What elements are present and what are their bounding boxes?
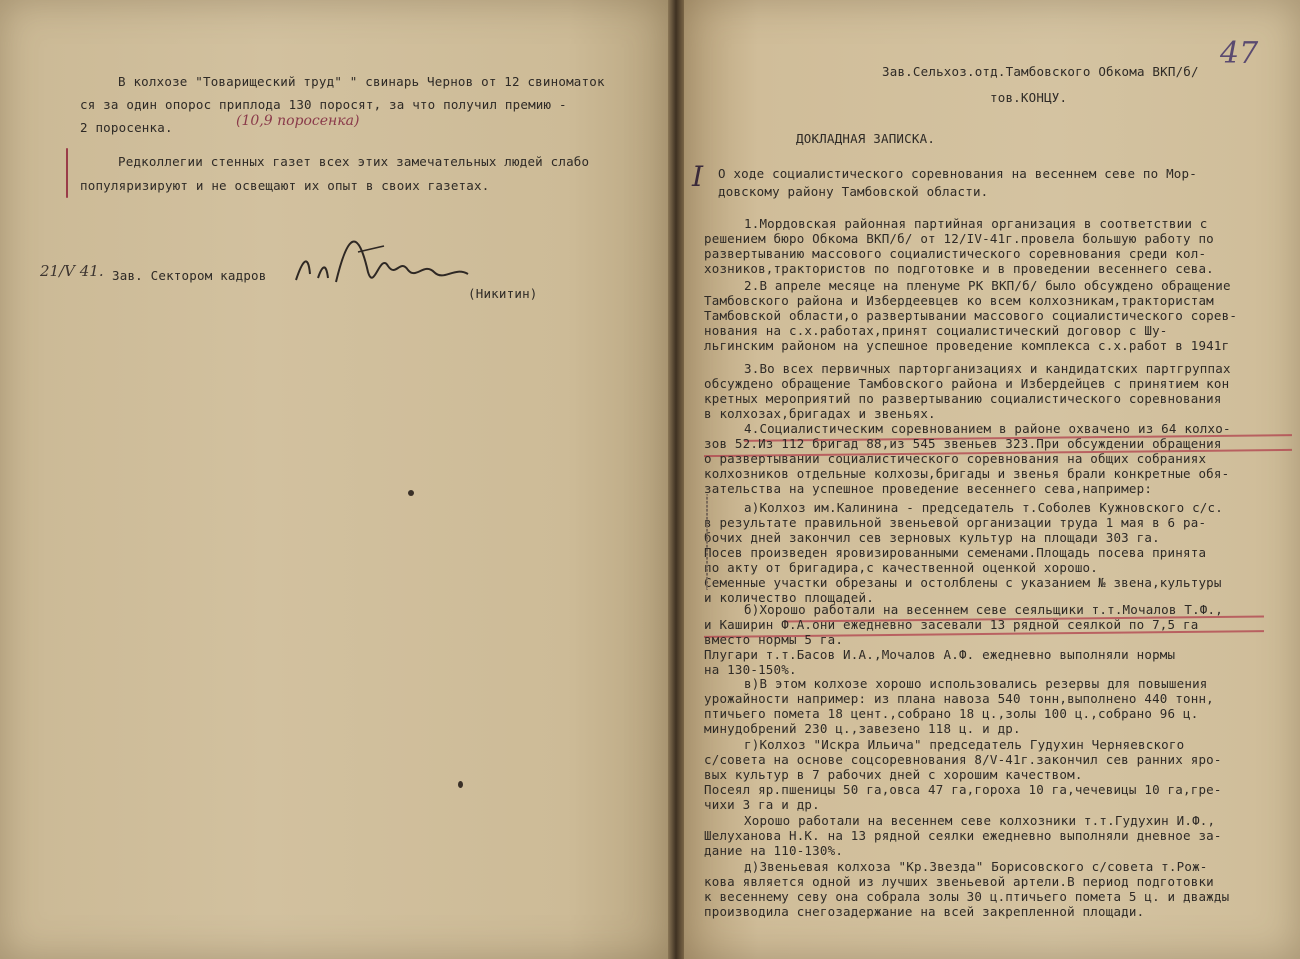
body-line: и Каширин Ф.А.они ежедневно засевали 13 рядной сеялкой по 7,5 га [704, 617, 1199, 632]
signature-mark [288, 222, 478, 302]
body-line: вместо нормы 5 га. [704, 632, 844, 647]
body-line: чихи 3 га и др. [704, 797, 820, 812]
body-line: Шелуханова Н.К. на 13 рядной сеялки ежедневно выполняли дневное за- [704, 828, 1222, 843]
body-line: бочих дней закончил сев зерновых культур на площади 303 га. [704, 530, 1160, 545]
body-line: на 130-150%. [704, 662, 797, 677]
body-line: в)В этом колхозе хорошо использовались резервы для повышения [744, 676, 1208, 691]
body-line: 3.Во всех первичных парторганизациях и кандидатских партгруппах [744, 361, 1231, 376]
body-line: развертыванию массового социалистического соревнования среди кол- [704, 246, 1207, 261]
body-line: по акту от бригадира,с качественной оценкой хорошо. [704, 560, 1099, 575]
body-line: Посеял яр.пшеницы 50 га,овса 47 га,гороха 10 га,чечевицы 10 га,гре- [704, 782, 1222, 797]
body-line: а)Колхоз им.Калинина - председатель т.Соболев Кужновского с/с. [744, 500, 1223, 515]
left-line: 2 поросенка. [80, 120, 173, 135]
signature-line: Зав. Сектором кадров [112, 268, 267, 283]
body-line: 4.Социалистическим соревнованием в районе охвачено из 64 колхо- [744, 421, 1231, 436]
body-line: к весеннему севу она собрала золы 30 ц.птичьего помета 5 ц. и дважды [704, 889, 1230, 904]
body-line: колхозников отдельные колхозы,бригады и звенья брали конкретные обя- [704, 466, 1230, 481]
body-line: Тамбовского района и Избердеевцев ко всем колхозникам,трактористам [704, 293, 1214, 308]
body-line: О ходе социалистического соревнования на весеннем севе по Мор- [718, 166, 1197, 181]
body-line: нования на с.х.работах,принят социалистический договор с Шу- [704, 323, 1168, 338]
body-line: Посев произведен яровизированными семенами.Площадь посева принята [704, 545, 1207, 560]
handwritten-note: (10,9 поросенка) [236, 113, 360, 129]
body-line: Тамбовской области,о развертывании массового социалистического сорев- [704, 308, 1238, 323]
body-line: минудобрений 230 ц.,завезено 118 ц. и др. [704, 721, 1021, 736]
body-line: 2.В апреле месяце на пленуме РК ВКП/б/ было обсуждено обращение [744, 278, 1231, 293]
body-line: д)Звеньевая колхоза "Кр.Звезда" Борисовского с/совета т.Рож- [744, 859, 1208, 874]
body-line: кова является одной из лучших звеньевой артели.В период подготовки [704, 874, 1214, 889]
body-line: урожайности например: из плана навоза 540 тонн,выполнено 440 тонн, [704, 691, 1214, 706]
body-line: 1.Мордовская районная партийная организация в соответствии с [744, 216, 1208, 231]
signer: (Никитин) [468, 286, 538, 301]
body-line: в колхозах,бригадах и звеньях. [704, 406, 936, 421]
doc-title: ДОКЛАДНАЯ ЗАПИСКА. [796, 131, 936, 146]
body-line: и количество площадей. [704, 590, 874, 605]
roman-numeral: I [692, 160, 704, 193]
body-line: о развертывании социалистического соревнования на общих собраниях [704, 451, 1207, 466]
left-line: популяризируют и не освещают их опыт в своих газетах. [80, 178, 490, 193]
body-line: дание на 110-130%. [704, 843, 844, 858]
addressee: тов.КОНЦУ. [990, 90, 1068, 105]
body-line: вых культур в 7 рабочих дней с хорошим качеством. [704, 767, 1083, 782]
body-line: хозников,трактористов по подготовке и в проведении весеннего сева. [704, 261, 1214, 276]
ink-blot [408, 490, 414, 496]
right-page [684, 0, 1300, 959]
left-line: В колхозе "Товарищеский труд" " свинарь Чернов от 12 свиноматок [118, 74, 605, 89]
body-line: Плугари т.т.Басов И.А.,Мочалов А.Ф. ежедневно выполняли нормы [704, 647, 1176, 662]
margin-bracket [66, 148, 68, 198]
body-line: кретных мероприятий по развертыванию социалистического соревнования [704, 391, 1222, 406]
body-line: довскому району Тамбовской области. [718, 184, 989, 199]
body-line: решением бюро Обкома ВКП/б/ от 12/IV-41г.провела большую работу по [704, 231, 1214, 246]
body-line: зов 52.Из 112 бригад 88,из 545 звеньев 323.При обсуждении обращения [704, 436, 1222, 451]
left-line: ся за один опорос приплода 130 поросят, за что получил премию - [80, 97, 567, 112]
page-number: 47 [1220, 36, 1259, 71]
body-line: птичьего помета 18 цент.,собрано 18 ц.,золы 100 ц.,собрано 96 ц. [704, 706, 1199, 721]
ink-blot [458, 781, 463, 788]
body-line: б)Хорошо работали на весеннем севе сеяльщики т.т.Мочалов Т.Ф., [744, 602, 1223, 617]
body-line: производила снегозадержание на всей закрепленной площади. [704, 904, 1145, 919]
date: 21/V 41. [40, 262, 104, 280]
body-line: обсуждено обращение Тамбовского района и Избердейцев с принятием кон [704, 376, 1230, 391]
left-line: Редколлегии стенных газет всех этих замечательных людей слабо [118, 154, 590, 169]
body-line: Семенные участки обрезаны и остолблены с указанием № звена,культуры [704, 575, 1222, 590]
body-line: в результате правильной звеньевой организации труда 1 мая в 6 ра- [704, 515, 1207, 530]
margin-mark [706, 494, 708, 590]
body-line: льгинским районом на успешное проведение комплекса с.х.работ в 1941г [704, 338, 1230, 353]
body-line: Хорошо работали на весеннем севе колхозники т.т.Гудухин И.Ф., [744, 813, 1216, 828]
body-line: зательства на успешное проведение весеннего сева,например: [704, 481, 1153, 496]
body-line: г)Колхоз "Искра Ильича" председатель Гудухин Черняевского [744, 737, 1185, 752]
book-spine [668, 0, 684, 959]
header: Зав.Сельхоз.отд.Тамбовского Обкома ВКП/б/ [882, 64, 1199, 79]
body-line: с/совета на основе соцсоревнования 8/V-41г.закончил сев ранних яро- [704, 752, 1222, 767]
